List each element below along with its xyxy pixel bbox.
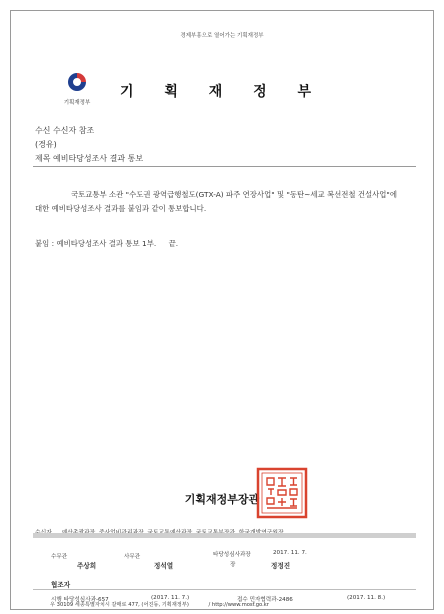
logo-label: 기획재정부: [63, 100, 91, 106]
approver-role: 타당성심사과장: [213, 552, 251, 558]
drafter-role: 수무관: [51, 554, 68, 560]
ministry-title: 기 획 재 정 부: [119, 84, 325, 100]
end-mark: 끝.: [168, 239, 179, 248]
reviewer-name: 정석열: [154, 562, 174, 570]
attachment-line: [35, 238, 188, 249]
document-page: [10, 10, 434, 610]
cooperator-divider: [33, 589, 416, 590]
recipient-line: 수신 수신자 참조: [35, 126, 95, 135]
attachment-label: 붙임 : 예비타당성조사 결과 통보 1부.: [35, 239, 157, 248]
address-line: [50, 601, 269, 608]
footer-divider-bar: [33, 533, 416, 538]
receipt-date: (2017. 11. 8.): [347, 595, 386, 601]
drafter-name: 주상희: [77, 562, 97, 570]
via-line: (경유): [35, 140, 57, 149]
signer-title: 기획재정부장관: [184, 493, 260, 506]
approver-date: 2017. 11. 7.: [273, 550, 307, 556]
cooperator-label: 협조자: [51, 581, 71, 589]
official-seal-icon: [256, 467, 308, 519]
approver-role-suffix: 장: [230, 562, 236, 568]
subject-line: 제목 예비타당성조사 결과 통보: [35, 154, 144, 163]
subject-divider: [33, 166, 416, 167]
approver-name: 정정진: [271, 562, 291, 570]
website-link[interactable]: / http://www.mosf.go.kr: [208, 602, 269, 608]
body-text: 국토교통부 소관 "수도권 광역급행철도(GTX-A) 파주 연장사업" 및 "동탄~세교 복선전철 건설사업"에 대한 예비타당성조사 결과를 붙임과 같이 통보합니다.: [35, 190, 397, 213]
receipt-number: 접수 민자협력과-2486: [237, 597, 293, 603]
enforcement-number: 시행 타당성심사과-657: [51, 597, 109, 603]
top-slogan: 경제부흥으로 열어가는 기획재정부: [180, 33, 264, 39]
enforcement-date: (2017. 11. 7.): [151, 595, 190, 601]
postal-address: 우 30109 세종특별자치시 갈매로 477, (어진동, 기획재정부): [50, 602, 189, 608]
reviewer-role: 사무관: [124, 554, 141, 560]
